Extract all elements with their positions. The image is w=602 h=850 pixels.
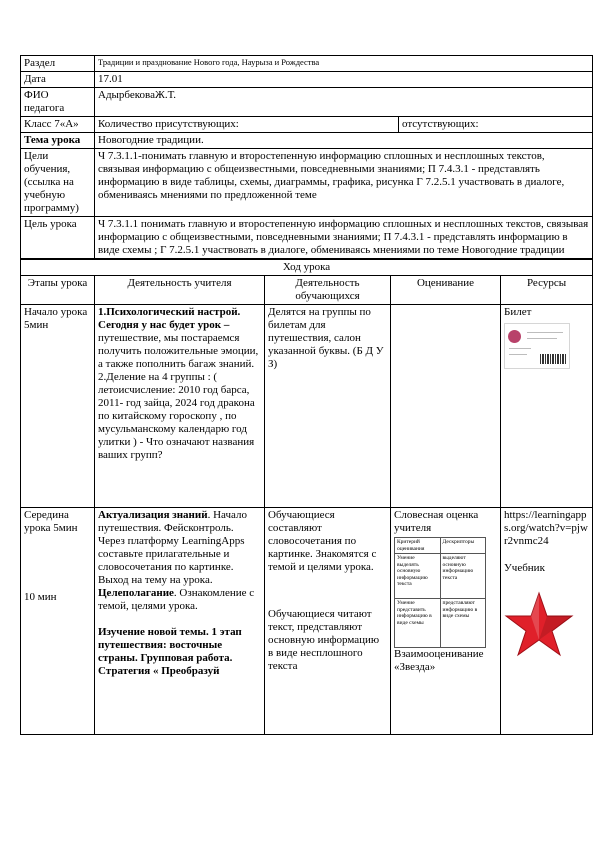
col-assessment: Оценивание [391, 276, 501, 305]
present-label: Количество присутствующих: [95, 117, 399, 133]
actualization-text: . Начало путешествия. Фейсконтроль. Через платформу LearningApps составьте прилагательные и словосочетания по картинке. Выход на тему на урока. [98, 509, 247, 586]
assessment-bottom: Взаимооценивание «Звезда» [394, 648, 484, 673]
goal-setting-heading: Целеполагание [98, 587, 174, 599]
razdel-label: Раздел [21, 56, 95, 72]
goals-text: Ч 7.3.1.1-понимать главную и второстепенную информацию сплошных и несплошных текстов, связывая информацию с общеизвестными, повседневными знаниями; П 7.4.3.1 - представлять информацию в виде таблицы, схемы, диаграммы, графика, рисунка Г 7.2.5.1 участвовать в диалоге, обмениваясь мнениями по предложенной теме [95, 149, 593, 217]
teacher-activity-1-text: путешествие, мы постараемся получить положительные эмоции, а также пополнить багаж знаний. 2.Деление на 4 группы : ( летоисчисление: 2010 год барса, 2011- год зайца, 2024 год дракона по китайскому гороскопу , по мусульманскому календарю год улитки ) - Что означают названия ваших групп? [98, 332, 259, 461]
stage-middle-time: 10 мин [24, 591, 57, 603]
assessment-1 [391, 305, 501, 508]
student-activity-2b: Обучающиеся читают текст, представляют основную информацию в виде несплошного текста [268, 608, 380, 672]
header-table [20, 55, 593, 259]
lesson-goal-label: Цель урока [21, 217, 95, 259]
stage-middle-label: Середина урока 5мин [24, 509, 78, 534]
textbook-label: Учебник [504, 562, 545, 574]
resource-2 [501, 508, 593, 735]
criteria-head-1: Критерий оценивания [395, 538, 441, 554]
col-teacher: Деятельность учителя [95, 276, 265, 305]
course-title: Ход урока [21, 260, 593, 276]
student-activity-2 [265, 508, 391, 735]
new-topic-heading: Изучение новой темы. 1 этап путешествия: восточные страны. Групповая работа. Стратегия « Преобразуй [98, 626, 242, 677]
teacher-value: АдырбековаЖ.Т. [95, 88, 593, 117]
goals-label: Цели обучения, (ссылка на учебную программу) [21, 149, 95, 217]
teacher-activity-1-bold: 1.Психологический настрой. Сегодня у нас будет урок – [98, 306, 241, 331]
ticket-seal-icon [508, 330, 521, 343]
ticket-image [504, 323, 570, 369]
assessment-title: Словесная оценка учителя [394, 509, 479, 534]
topic-label: Тема урока [21, 133, 95, 149]
stage-start: Начало урока 5мин [21, 305, 95, 508]
criteria-head-2: Дескрипторы [440, 538, 486, 554]
resource-1 [501, 305, 593, 508]
descriptor-1: выделяют основную информацию текста [440, 554, 486, 599]
actualization-heading: Актуализация знаний [98, 509, 208, 521]
criteria-2: Умение представить информацию в виде схемы [395, 599, 441, 648]
resource-ticket-label: Билет [504, 306, 532, 318]
student-activity-1: Делятся на группы по билетам для путешествия, салон указанной буквы. (Б Д У З) [265, 305, 391, 508]
assessment-2 [391, 508, 501, 735]
date-value: 17.01 [95, 72, 593, 88]
class-label: Класс 7«А» [21, 117, 95, 133]
teacher-activity-2 [95, 508, 265, 735]
barcode-icon [540, 354, 566, 364]
descriptor-2: представляют информацию в виде схемы [440, 599, 486, 648]
col-resources: Ресурсы [501, 276, 593, 305]
goal-setting-text: . Ознакомление с темой, целями урока. [98, 587, 255, 612]
criteria-1: Умение выделять основную информацию текста [395, 554, 441, 599]
teacher-activity-1 [95, 305, 265, 508]
star-icon [504, 591, 574, 657]
date-label: Дата [21, 72, 95, 88]
col-students: Деятельность обучающихся [265, 276, 391, 305]
course-table [20, 259, 593, 735]
teacher-label: ФИО педагога [21, 88, 95, 117]
col-stage: Этапы урока [21, 276, 95, 305]
razdel-value: Традиции и празднование Нового года, Наурыза и Рождества [95, 56, 593, 72]
criteria-table [394, 537, 486, 648]
stage-middle [21, 508, 95, 735]
topic-value: Новогодние традиции. [95, 133, 593, 149]
absent-label: отсутствующих: [399, 117, 593, 133]
lesson-goal-text: Ч 7.3.1.1 понимать главную и второстепенную информацию сплошных и несплошных текстов, связывая информацию с общеизвестными, повседневными знаниями; П 7.4.3.1 - представлять информацию в виде схемы ; Г 7.2.5.1 участвовать в диалоге, обмениваясь мнениями по теме Новогодние традиции [95, 217, 593, 259]
learningapps-link[interactable]: https://learningapps.org/watch?v=pjwr2vnmc24 [504, 509, 588, 547]
student-activity-2a: Обучающиеся составляют словосочетания по картинке. Знакомятся с темой и целями урока. [268, 509, 377, 573]
lesson-plan [20, 55, 592, 735]
